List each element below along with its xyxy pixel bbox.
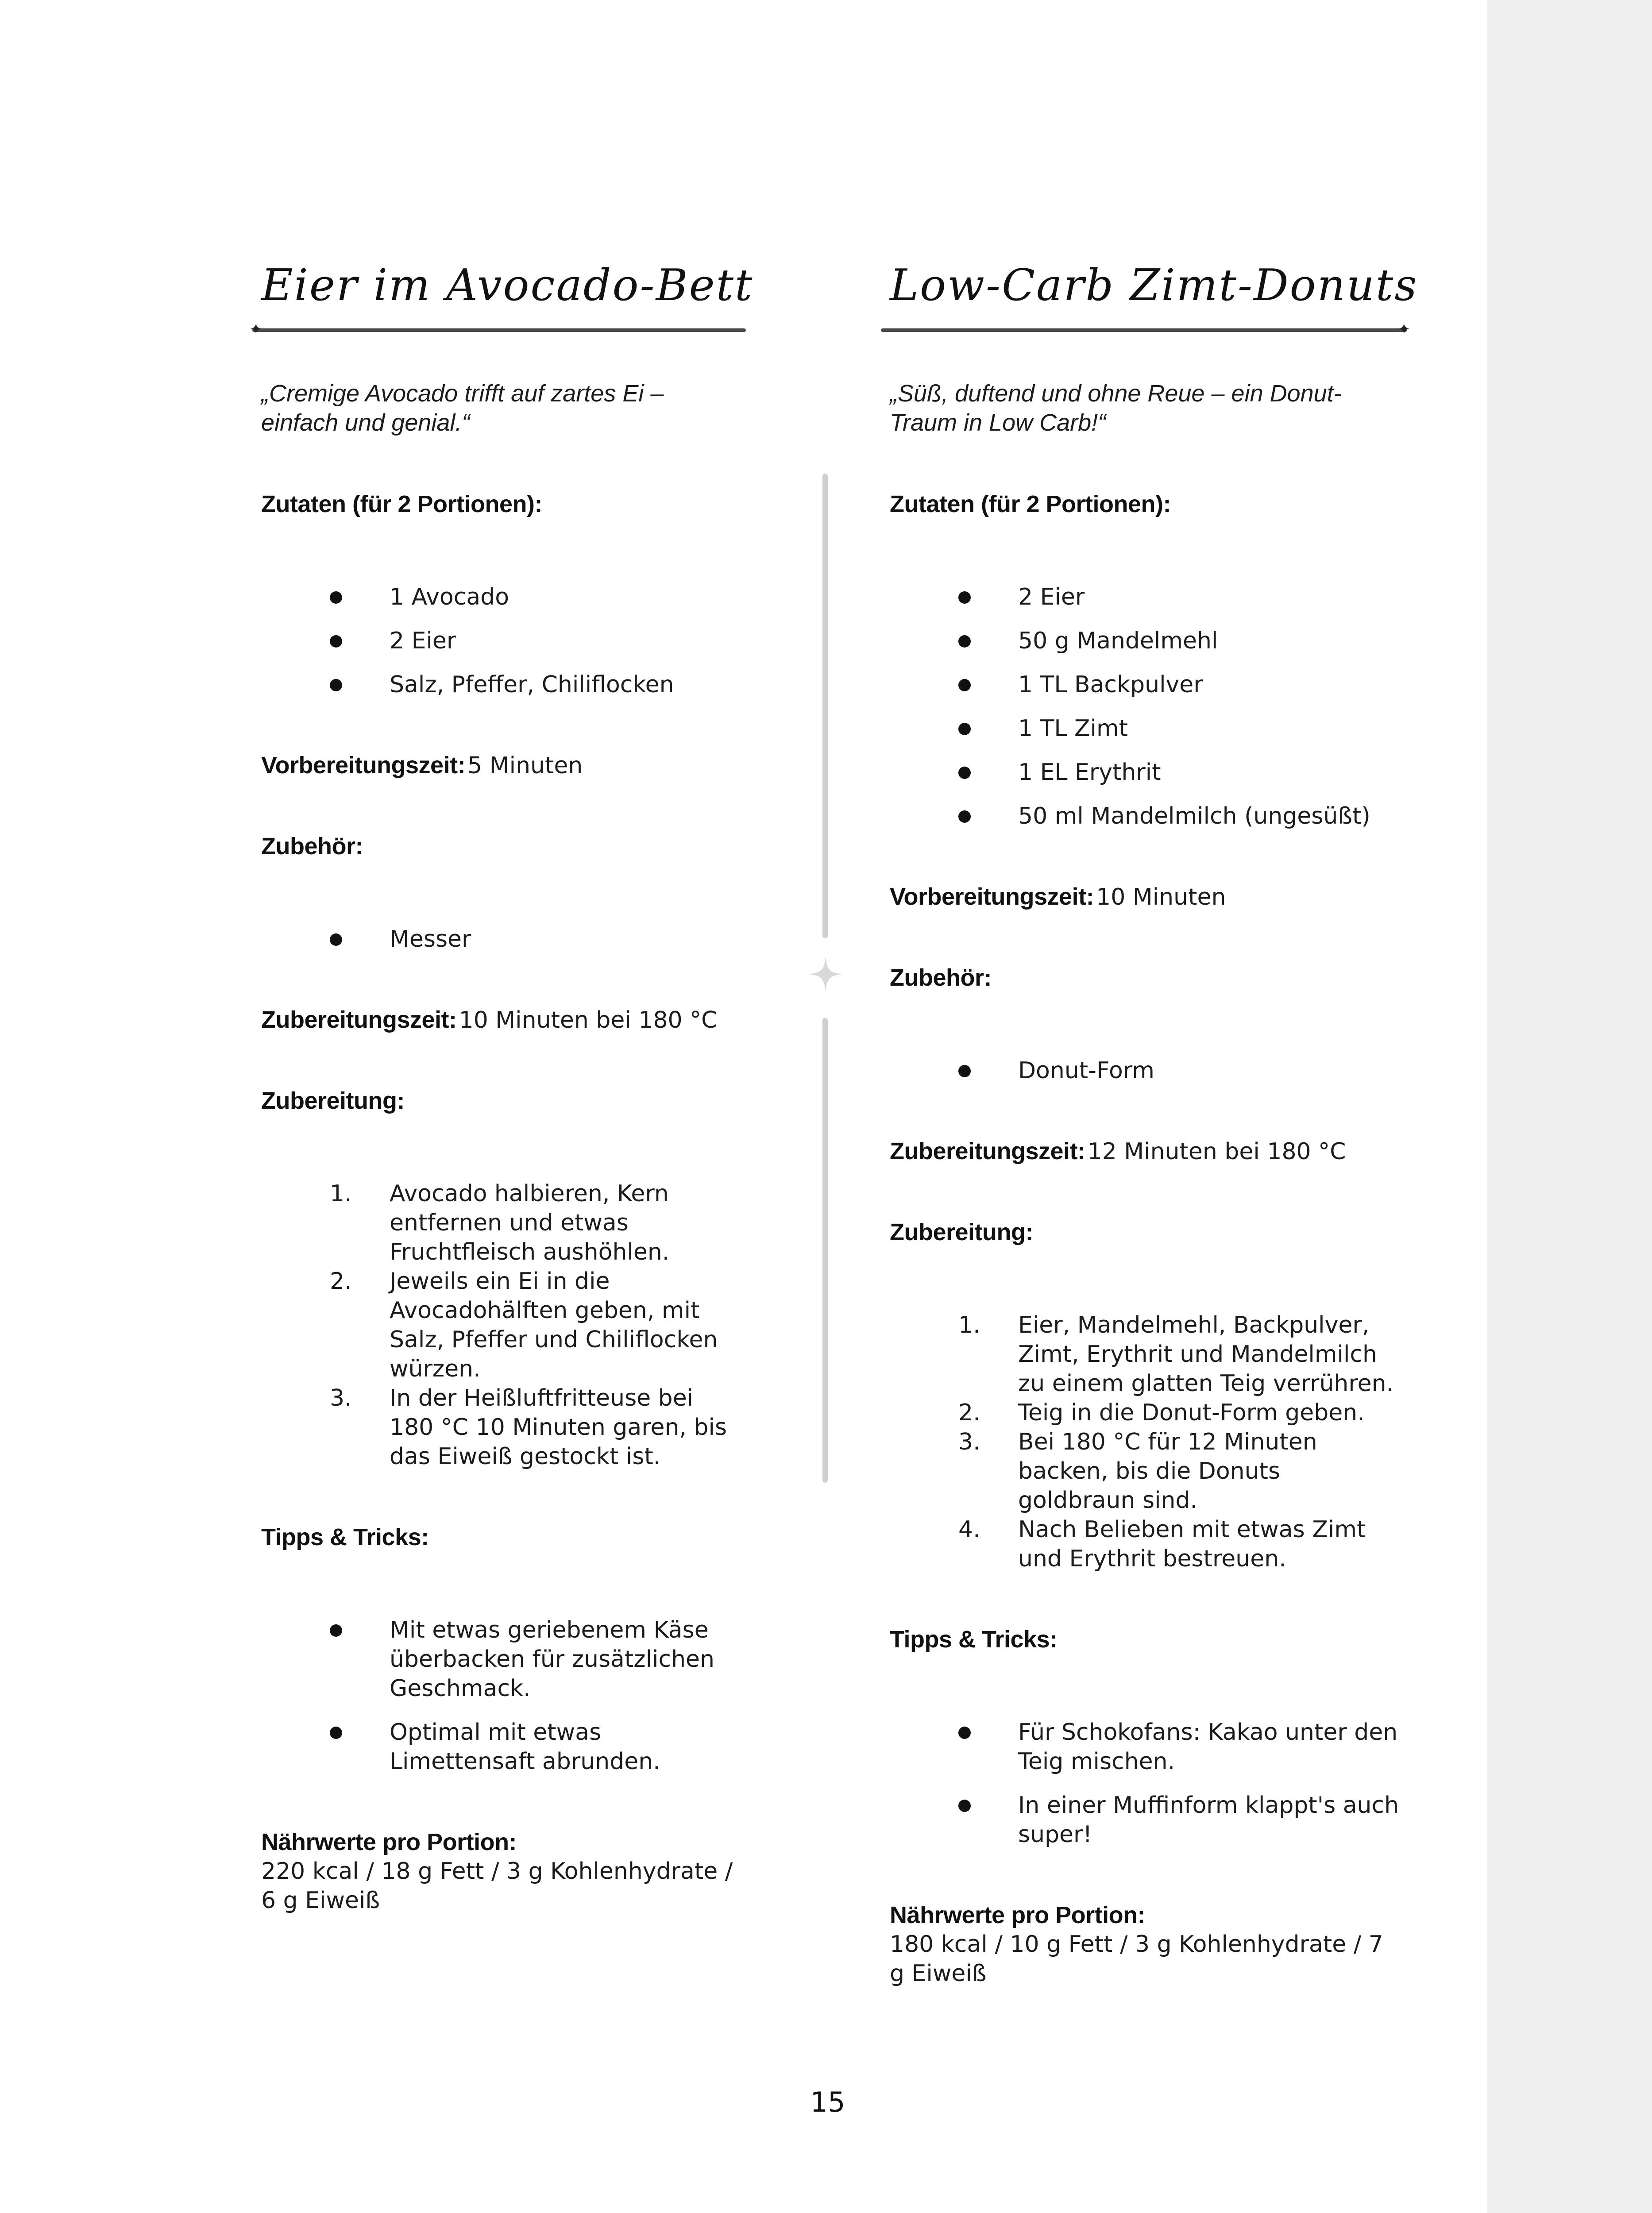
nutrition-heading: Nährwerte pro Portion: (261, 1829, 517, 1855)
list-item: 2 Eier (252, 626, 744, 655)
margin-strip (1487, 0, 1652, 2213)
nutrition-value: 180 kcal / 10 g Fett / 3 g Kohlenhydrate / 7 g Eiweiß (890, 1931, 1383, 1987)
bullet-icon (330, 1727, 342, 1739)
list-item: 1. Avocado halbieren, Kern entfernen und etwas Fruchtfleisch aushöhlen. (330, 1180, 670, 1265)
nutrition-heading: Nährwerte pro Portion: (890, 1902, 1146, 1928)
tips-heading: Tipps & Tricks: (261, 1524, 429, 1550)
steps-heading: Zubereitung: (890, 1219, 1033, 1245)
nutrition (881, 1901, 1403, 1988)
steps-list (252, 1179, 744, 1471)
title-underline (252, 320, 744, 338)
recipe-left (250, 252, 754, 1915)
tools-list (252, 925, 744, 954)
bullet-icon (958, 1065, 971, 1077)
cook-time (252, 1005, 744, 1035)
cook-time-label: Zubereitungszeit: (261, 1006, 457, 1033)
column-divider-top (822, 474, 828, 938)
cook-time (881, 1137, 1403, 1166)
tools-heading: Zubehör: (890, 964, 992, 991)
list-item: Für Schokofans: Kakao unter den Teig mischen. (881, 1718, 1403, 1776)
list-item: Mit etwas geriebenem Käse überbacken für zusätzlichen Geschmack. (252, 1615, 744, 1703)
tips-heading: Tipps & Tricks: (890, 1626, 1058, 1653)
tips-list (252, 1615, 744, 1776)
bullet-icon (330, 933, 342, 946)
list-item: 3. In der Heißluftfritteuse bei 180 °C 10 Minuten garen, bis das Eiweiß gestockt ist. (330, 1385, 727, 1470)
prep-time (252, 751, 744, 780)
nutrition-value: 220 kcal / 18 g Fett / 3 g Kohlenhydrate / 6 g Eiweiß (261, 1858, 733, 1914)
bullet-icon (958, 810, 971, 823)
steps-heading: Zubereitung: (261, 1087, 405, 1114)
recipe-quote: „Süß, duftend und ohne Reue – ein Donut-Traum in Low Carb!“ (890, 380, 1342, 436)
title-underline (881, 320, 1410, 338)
list-item: 2 Eier (881, 582, 1403, 612)
list-item: In einer Muffinform klappt's auch super! (881, 1791, 1403, 1849)
list-item: 50 ml Mandelmilch (ungesüßt) (881, 802, 1403, 831)
prep-time-label: Vorbereitungszeit: (890, 883, 1094, 910)
list-item: 1 TL Backpulver (881, 670, 1403, 699)
list-item: Salz, Pfeffer, Chiliflocken (252, 670, 744, 699)
bullet-icon (330, 635, 342, 648)
list-item: 1 Avocado (252, 582, 744, 612)
divider-star-icon (807, 956, 844, 992)
bullet-icon (330, 591, 342, 604)
list-item: 2. Jeweils ein Ei in die Avocadohälften geben, mit Salz, Pfeffer und Chiliflocken würzen. (330, 1268, 718, 1382)
underline-bar (252, 328, 746, 332)
tips-list (881, 1718, 1403, 1849)
list-item: 1 TL Zimt (881, 714, 1403, 743)
bullet-icon (958, 591, 971, 604)
prep-time-value: 10 Minuten (1096, 884, 1226, 910)
list-item: 50 g Mandelmehl (881, 626, 1403, 655)
recipe-quote: „Cremige Avocado trifft auf zartes Ei – einfach und genial.“ (261, 380, 664, 436)
nutrition (252, 1827, 744, 1915)
ingredients-heading: Zutaten (für 2 Portionen): (261, 491, 542, 517)
tools-list (881, 1056, 1403, 1085)
ingredients-list (881, 582, 1403, 831)
bullet-icon (330, 1624, 342, 1637)
cook-time-value: 10 Minuten bei 180 °C (459, 1007, 718, 1033)
list-item: 3. Bei 180 °C für 12 Minuten backen, bis die Donuts goldbraun sind. (958, 1429, 1317, 1514)
list-item: Optimal mit etwas Limettensaft abrunden. (252, 1718, 744, 1776)
bullet-icon (958, 1727, 971, 1739)
tools-heading: Zubehör: (261, 833, 363, 860)
list-item: Messer (252, 925, 744, 954)
list-item: Donut-Form (881, 1056, 1403, 1085)
list-item: 1 EL Erythrit (881, 758, 1403, 787)
cook-time-value: 12 Minuten bei 180 °C (1087, 1138, 1346, 1165)
cook-time-label: Zubereitungszeit: (890, 1138, 1085, 1164)
steps-list (881, 1311, 1403, 1573)
recipe-title: Low-Carb Zimt-Donuts (890, 260, 1418, 311)
sparkle-icon: ✦ (1397, 320, 1410, 338)
ingredients-heading: Zutaten (für 2 Portionen): (890, 491, 1171, 517)
recipe-title: Eier im Avocado-Bett (261, 260, 754, 311)
prep-time (881, 882, 1403, 912)
column-divider-bottom (822, 1018, 828, 1483)
recipe-right (881, 252, 1418, 1988)
list-item: 4. Nach Belieben mit etwas Zimt und Erythrit bestreuen. (958, 1516, 1366, 1572)
bullet-icon (958, 767, 971, 779)
list-item: 1. Eier, Mandelmehl, Backpulver, Zimt, Erythrit und Mandelmilch zu einem glatten Teig verrühren. (958, 1312, 1394, 1397)
ingredients-list (252, 582, 744, 699)
bullet-icon (958, 679, 971, 691)
page-number: 15 (810, 2086, 845, 2118)
bullet-icon (958, 1800, 971, 1812)
bullet-icon (330, 679, 342, 691)
prep-time-value: 5 Minuten (467, 752, 583, 779)
underline-bar (881, 328, 1407, 332)
list-item: 2. Teig in die Donut-Form geben. (958, 1400, 1365, 1426)
sparkle-icon: ✦ (250, 320, 262, 338)
prep-time-label: Vorbereitungszeit: (261, 752, 466, 779)
bullet-icon (958, 723, 971, 735)
bullet-icon (958, 635, 971, 648)
